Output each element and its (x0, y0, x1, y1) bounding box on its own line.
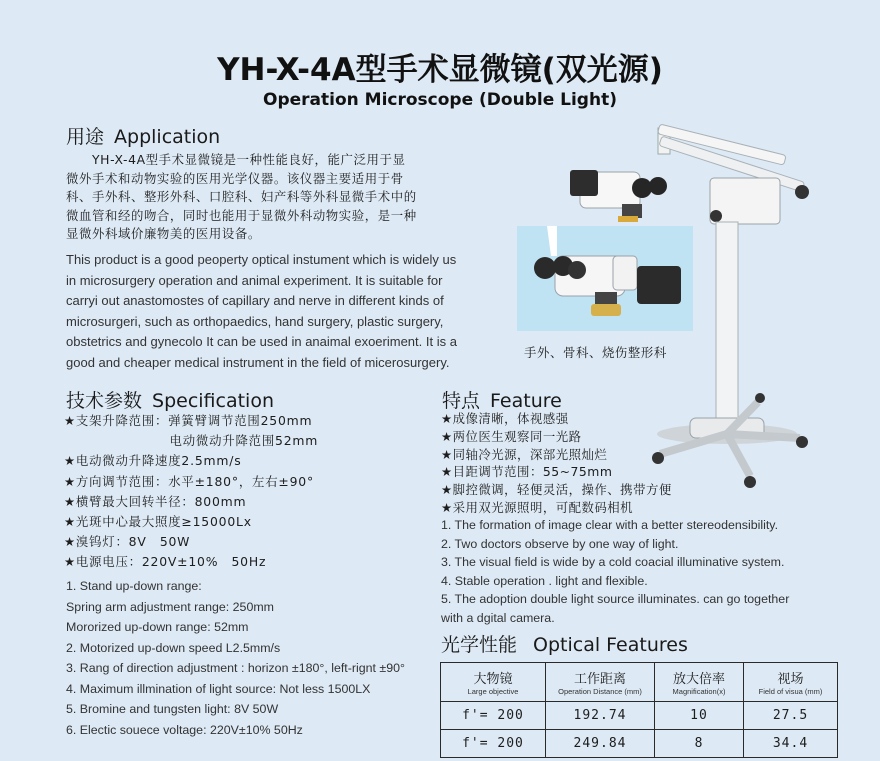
specification-en-list (66, 576, 405, 740)
application-zh-line: 微血管和经的吻合，同时也能用于显微外科动物实验，是一种 (66, 207, 417, 223)
feature-heading-zh: 特点 (442, 390, 481, 412)
feature-en-item: 4. Stable operation . light and flexible. (441, 573, 648, 588)
feature-zh-item: ★两位医生观察同一光路 (441, 428, 582, 444)
specification-heading-en: Specification (152, 390, 275, 412)
application-heading (66, 122, 220, 149)
table-cell: 249.84 (546, 730, 655, 758)
spec-en-item: 1. Stand up-down range: (66, 579, 202, 593)
microscope-closeup-image (517, 226, 693, 331)
optical-col-header: 视场 Field of visua (mm) (744, 663, 838, 702)
spec-en-item: 3. Rang of direction adjustment : horizon ±180°, left-rignt ±90° (66, 661, 405, 675)
table-row (441, 702, 838, 730)
application-en-line: carryi out anastomostes of capillary and nerve in different kinds of (66, 293, 444, 308)
spec-en-item: Spring arm adjustment range: 250mm (66, 599, 274, 614)
application-en-line: in microsurgery operation and animal experiment. It is suitable for (66, 272, 443, 288)
optical-heading-zh: 光学性能 (441, 634, 518, 656)
table-cell: 10 (655, 702, 744, 730)
feature-en-item: with a dgital camera. (441, 610, 555, 625)
application-heading-en: Application (114, 126, 221, 148)
spec-en-item: Mororized up-down range: 52mm (66, 620, 249, 634)
feature-heading (442, 386, 562, 413)
table-cell: 34.4 (744, 730, 838, 758)
spec-zh-item: ★横臂最大回转半径：800mm (64, 493, 247, 509)
spec-en-item: 2. Motorized up-down speed L2.5mm/s (66, 640, 281, 655)
application-zh-line: 显微外科域价廉物美的医用设备。 (66, 226, 261, 241)
optical-col-header: 放大倍率 Magnification(x) (655, 663, 744, 702)
table-cell: 192.74 (546, 702, 655, 730)
feature-zh-item: ★成像清晰，体视感强 (441, 411, 569, 426)
feature-zh-item: ★脚控微调，轻便灵活，操作、携带方便 (441, 482, 672, 498)
optical-heading-en: Optical Features (533, 634, 688, 656)
spec-en-item: 4. Maximum illmination of light source: Not less 1500LX (66, 681, 371, 696)
spec-en-item: 6. Electic souece voltage: 220V±10% 50Hz (66, 722, 303, 737)
application-en-line: good and cheaper medical instrument in the field of micerosurgery. (66, 354, 450, 370)
optical-col-header: 大物镜 Large objective (441, 663, 546, 702)
feature-en-list (441, 516, 841, 628)
application-zh-text (66, 151, 486, 244)
specification-zh-list (64, 411, 318, 573)
feature-en-item: 1. The formation of image clear with a better stereodensibility. (441, 518, 779, 532)
table-cell: 27.5 (744, 702, 838, 730)
spec-en-item: 5. Bromine and tungsten light: 8V 50W (66, 702, 279, 716)
photo-caption: 手外、骨科、烧伤整形科 (524, 345, 667, 360)
page-title: YH-X-4A型手术显微镜(双光源) (217, 52, 663, 88)
optical-heading (441, 630, 688, 657)
optical-col-header: 工作距离 Operation Distance (mm) (546, 663, 655, 702)
microscope-closeup-drawing (517, 226, 693, 331)
feature-heading-en: Feature (490, 390, 562, 412)
page-subtitle: Operation Microscope (Double Light) (263, 90, 617, 110)
feature-zh-item: ★同轴冷光源，深部光照灿烂 (441, 446, 608, 462)
table-cell: 8 (655, 730, 744, 758)
spec-zh-item: 电动微动升降范围52mm (64, 433, 319, 449)
spec-zh-item: ★支架升降范围：弹簧臂调节范围250mm (64, 413, 313, 428)
application-en-line: microsurgeri, such as orthopaedics, hand surgery, plastic surgery, (66, 313, 444, 329)
table-row (441, 730, 838, 758)
spec-zh-item: ★方向调节范围：水平±180°，左右±90° (64, 473, 314, 489)
table-cell: f'= 200 (441, 702, 546, 730)
optical-table (440, 662, 838, 758)
spec-zh-item: ★电动微动升降速度2.5mm/s (64, 453, 242, 469)
application-zh-line: YH-X-4A型手术显微镜是一种性能良好，能广泛用于显 (92, 152, 406, 167)
specification-heading (66, 386, 274, 413)
application-zh-line: 科、手外科、整形外科、口腔科、妇产科等外科显微手术中的 (66, 189, 417, 204)
application-en-line: obstetrics and gynecolo It can be used in anaimal exoeriment. It is a (66, 334, 457, 349)
feature-en-item: 5. The adoption double light source illuminates. can go together (441, 592, 790, 607)
feature-zh-item: ★目距调节范围：55~75mm (441, 464, 613, 480)
feature-en-item: 2. Two doctors observe by one way of light. (441, 536, 679, 551)
spec-zh-item: ★溴钨灯：8V 50W (64, 534, 191, 550)
optical-table-header-row (441, 663, 838, 702)
feature-zh-list (441, 410, 672, 517)
application-en-line: This product is a good peoperty optical instument which is widely us (66, 252, 457, 267)
application-heading-zh: 用途 (66, 126, 105, 148)
table-cell: f'= 200 (441, 730, 546, 758)
spec-zh-item: ★电源电压：220V±10% 50Hz (64, 554, 267, 570)
feature-en-item: 3. The visual field is wide by a cold coacial illuminative system. (441, 555, 785, 570)
specification-heading-zh: 技术参数 (66, 390, 143, 412)
spec-zh-item: ★光斑中心最大照度≥15000Lx (64, 514, 252, 530)
feature-zh-item: ★采用双光源照明，可配数码相机 (441, 499, 634, 515)
application-zh-line: 微外手术和动物实验的医用光学仪器。该仪器主要适用于骨 (66, 170, 404, 186)
application-en-text (66, 250, 486, 373)
